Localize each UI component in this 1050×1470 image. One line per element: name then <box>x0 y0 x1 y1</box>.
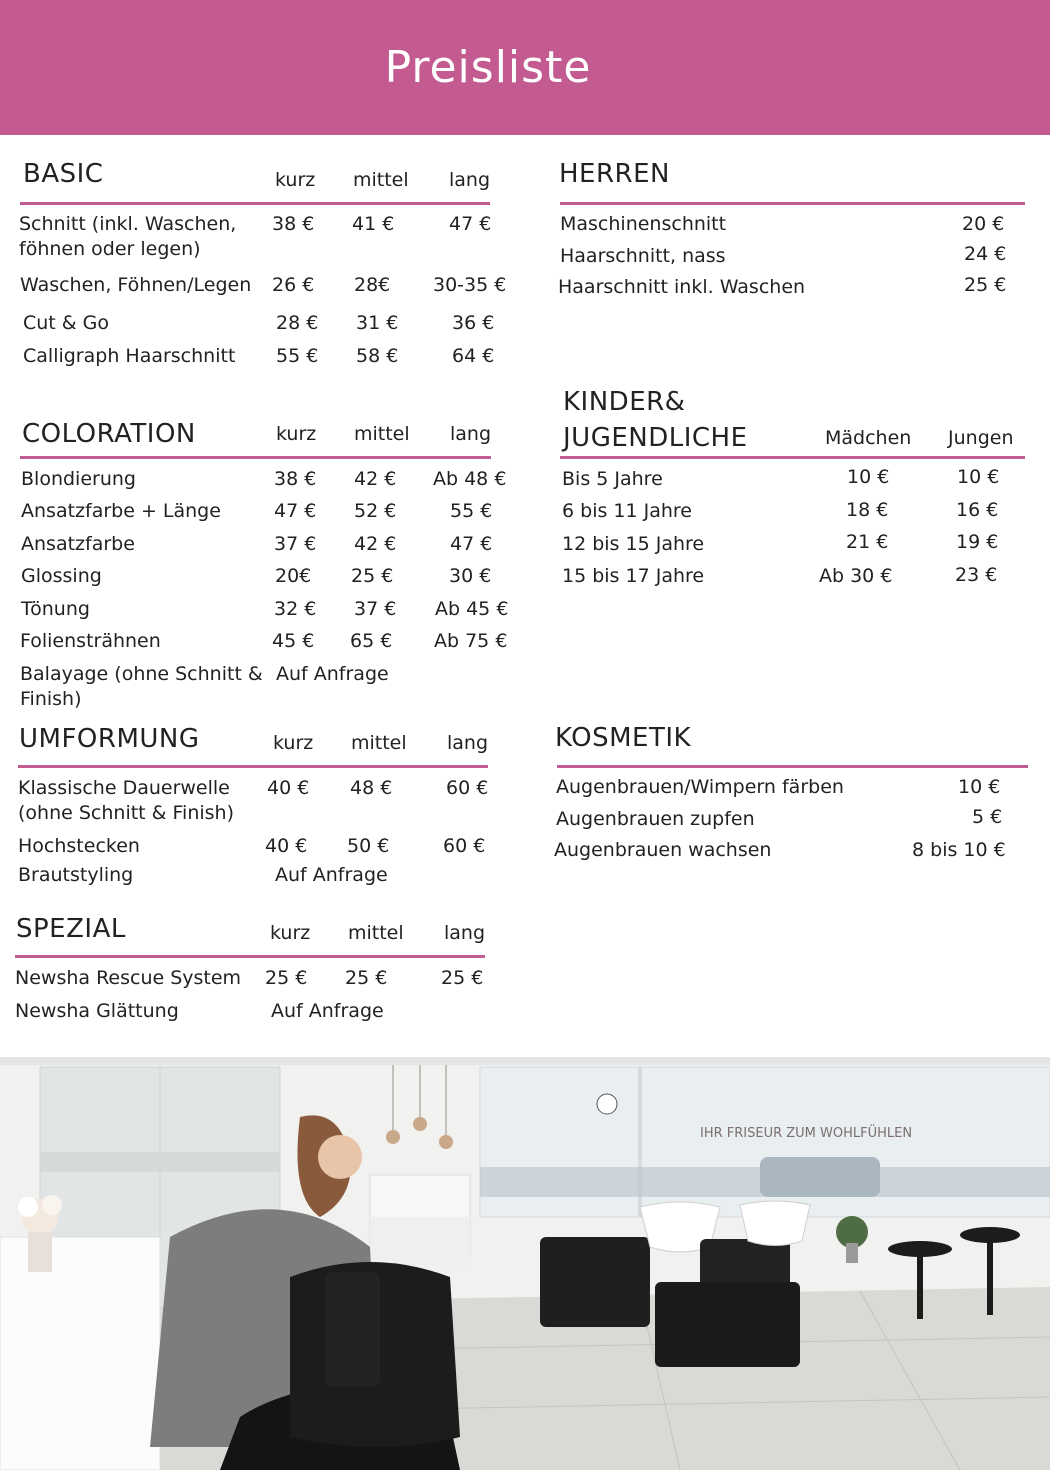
basic-price-lang: 47 € <box>449 213 492 235</box>
coloration-price-kurz: 38 € <box>274 468 317 490</box>
basic-item-name: Waschen, Föhnen/Legen <box>20 274 252 296</box>
coloration-price-lang: Ab 75 € <box>434 630 508 652</box>
herren-divider <box>560 202 1025 205</box>
kinder-heading: KINDER& <box>563 387 686 417</box>
coloration-item-name: Balayage (ohne Schnitt & <box>20 663 263 685</box>
kinder-heading-cont: JUGENDLICHE <box>563 423 748 453</box>
basic-price-mittel: 41 € <box>352 213 395 235</box>
umformung-price-mittel: 50 € <box>347 835 390 857</box>
coloration-col-mittel: mittel <box>354 423 410 445</box>
page-title: Preisliste <box>384 42 592 93</box>
basic-price-kurz: 26 € <box>272 274 315 296</box>
basic-item-name-cont: föhnen oder legen) <box>19 238 201 260</box>
coloration-col-kurz: kurz <box>276 423 317 445</box>
kinder-price-maedchen: Ab 30 € <box>819 565 893 587</box>
spezial-price-lang: 25 € <box>441 967 484 989</box>
basic-price-mittel: 31 € <box>356 312 399 334</box>
basic-price-kurz: 38 € <box>272 213 315 235</box>
kinder-divider <box>560 456 1025 459</box>
spezial-price-mittel: 25 € <box>345 967 388 989</box>
coloration-item-name: Tönung <box>21 598 90 620</box>
coloration-price-mittel: 52 € <box>354 500 397 522</box>
umformung-note: Auf Anfrage <box>275 864 388 886</box>
umformung-price-lang: 60 € <box>446 777 489 799</box>
coloration-price-mittel: 25 € <box>351 565 394 587</box>
kinder-col-maedchen: Mädchen <box>825 427 912 449</box>
coloration-price-kurz: 47 € <box>274 500 317 522</box>
basic-item-name: Cut & Go <box>23 312 110 334</box>
window-lettering: IHR FRISEUR ZUM WOHLFÜHLEN <box>700 1126 913 1141</box>
basic-col-lang: lang <box>449 169 491 191</box>
spezial-col-lang: lang <box>444 922 486 944</box>
umformung-item-name-cont: (ohne Schnitt & Finish) <box>18 802 235 824</box>
basic-item-name: Calligraph Haarschnitt <box>23 345 236 367</box>
umformung-divider <box>18 765 488 768</box>
kinder-price-maedchen: 18 € <box>846 499 889 521</box>
umformung-item-name: Hochstecken <box>18 835 140 857</box>
spezial-divider <box>15 955 485 958</box>
coloration-price-lang: 55 € <box>450 500 493 522</box>
basic-item-name: Schnitt (inkl. Waschen, <box>19 213 237 235</box>
coloration-price-mittel: 37 € <box>354 598 397 620</box>
umformung-col-kurz: kurz <box>273 732 314 754</box>
spezial-heading: SPEZIAL <box>16 914 126 944</box>
coloration-price-lang: 47 € <box>450 533 493 555</box>
kinder-item-name: Bis 5 Jahre <box>562 468 663 490</box>
coloration-item-name: Blondierung <box>21 468 136 490</box>
salon-photo <box>0 1057 1050 1470</box>
kinder-item-name: 15 bis 17 Jahre <box>562 565 705 587</box>
coloration-price-kurz: 45 € <box>272 630 315 652</box>
kinder-item-name: 6 bis 11 Jahre <box>562 500 692 522</box>
basic-price-kurz: 55 € <box>276 345 319 367</box>
basic-price-lang: 36 € <box>452 312 495 334</box>
coloration-price-lang: 30 € <box>449 565 492 587</box>
herren-item-name: Maschinenschnitt <box>560 213 727 235</box>
umformung-item-name: Klassische Dauerwelle <box>18 777 230 799</box>
umformung-price-mittel: 48 € <box>350 777 393 799</box>
umformung-col-mittel: mittel <box>351 732 407 754</box>
basic-divider <box>20 202 490 205</box>
kosmetik-price: 5 € <box>972 806 1003 828</box>
basic-heading: BASIC <box>23 159 104 189</box>
basic-price-kurz: 28 € <box>276 312 319 334</box>
herren-heading: HERREN <box>559 159 670 189</box>
kinder-price-jungen: 10 € <box>957 466 1000 488</box>
kosmetik-item-name: Augenbrauen wachsen <box>554 839 772 861</box>
kinder-item-name: 12 bis 15 Jahre <box>562 533 705 555</box>
coloration-heading: COLORATION <box>22 419 196 449</box>
herren-item-name: Haarschnitt inkl. Waschen <box>558 276 806 298</box>
spezial-item-name: Newsha Glättung <box>15 1000 179 1022</box>
kinder-price-maedchen: 10 € <box>847 466 890 488</box>
kosmetik-heading: KOSMETIK <box>555 723 692 753</box>
coloration-divider <box>20 456 491 459</box>
kinder-col-jungen: Jungen <box>948 427 1014 449</box>
herren-price: 20 € <box>962 213 1005 235</box>
kinder-price-maedchen: 21 € <box>846 531 889 553</box>
coloration-item-name-cont: Finish) <box>20 688 82 710</box>
basic-price-lang: 64 € <box>452 345 495 367</box>
coloration-col-lang: lang <box>450 423 492 445</box>
kosmetik-item-name: Augenbrauen/Wimpern färben <box>556 776 844 798</box>
umformung-price-kurz: 40 € <box>265 835 308 857</box>
kosmetik-price: 8 bis 10 € <box>912 839 1006 861</box>
coloration-item-name: Glossing <box>21 565 102 587</box>
spezial-note: Auf Anfrage <box>271 1000 384 1022</box>
basic-price-lang: 30-35 € <box>433 274 507 296</box>
basic-price-mittel: 58 € <box>356 345 399 367</box>
kosmetik-item-name: Augenbrauen zupfen <box>556 808 755 830</box>
coloration-price-mittel: 42 € <box>354 533 397 555</box>
coloration-price-lang: Ab 45 € <box>435 598 509 620</box>
basic-col-mittel: mittel <box>353 169 409 191</box>
umformung-col-lang: lang <box>447 732 489 754</box>
title-banner <box>0 0 1050 135</box>
coloration-price-kurz: 20€ <box>275 565 312 587</box>
kinder-price-jungen: 19 € <box>956 531 999 553</box>
spezial-col-mittel: mittel <box>348 922 404 944</box>
kinder-price-jungen: 16 € <box>956 499 999 521</box>
coloration-price-kurz: 37 € <box>274 533 317 555</box>
kosmetik-price: 10 € <box>958 776 1001 798</box>
coloration-price-mittel: 42 € <box>354 468 397 490</box>
coloration-item-name: Foliensträhnen <box>20 630 161 652</box>
umformung-item-name: Brautstyling <box>18 864 134 886</box>
umformung-price-kurz: 40 € <box>267 777 310 799</box>
salon-photo-illustration <box>0 1057 1050 1470</box>
herren-price: 24 € <box>964 243 1007 265</box>
spezial-col-kurz: kurz <box>270 922 311 944</box>
umformung-price-lang: 60 € <box>443 835 486 857</box>
umformung-heading: UMFORMUNG <box>19 724 200 754</box>
coloration-price-lang: Ab 48 € <box>433 468 507 490</box>
basic-price-mittel: 28€ <box>354 274 391 296</box>
kinder-price-jungen: 23 € <box>955 564 998 586</box>
coloration-item-name: Ansatzfarbe + Länge <box>21 500 221 522</box>
basic-col-kurz: kurz <box>275 169 316 191</box>
coloration-note: Auf Anfrage <box>276 663 389 685</box>
herren-price: 25 € <box>964 274 1007 296</box>
coloration-item-name: Ansatzfarbe <box>21 533 135 555</box>
coloration-price-mittel: 65 € <box>350 630 393 652</box>
herren-item-name: Haarschnitt, nass <box>560 245 726 267</box>
kosmetik-divider <box>557 765 1028 768</box>
coloration-price-kurz: 32 € <box>274 598 317 620</box>
spezial-item-name: Newsha Rescue System <box>15 967 242 989</box>
spezial-price-kurz: 25 € <box>265 967 308 989</box>
